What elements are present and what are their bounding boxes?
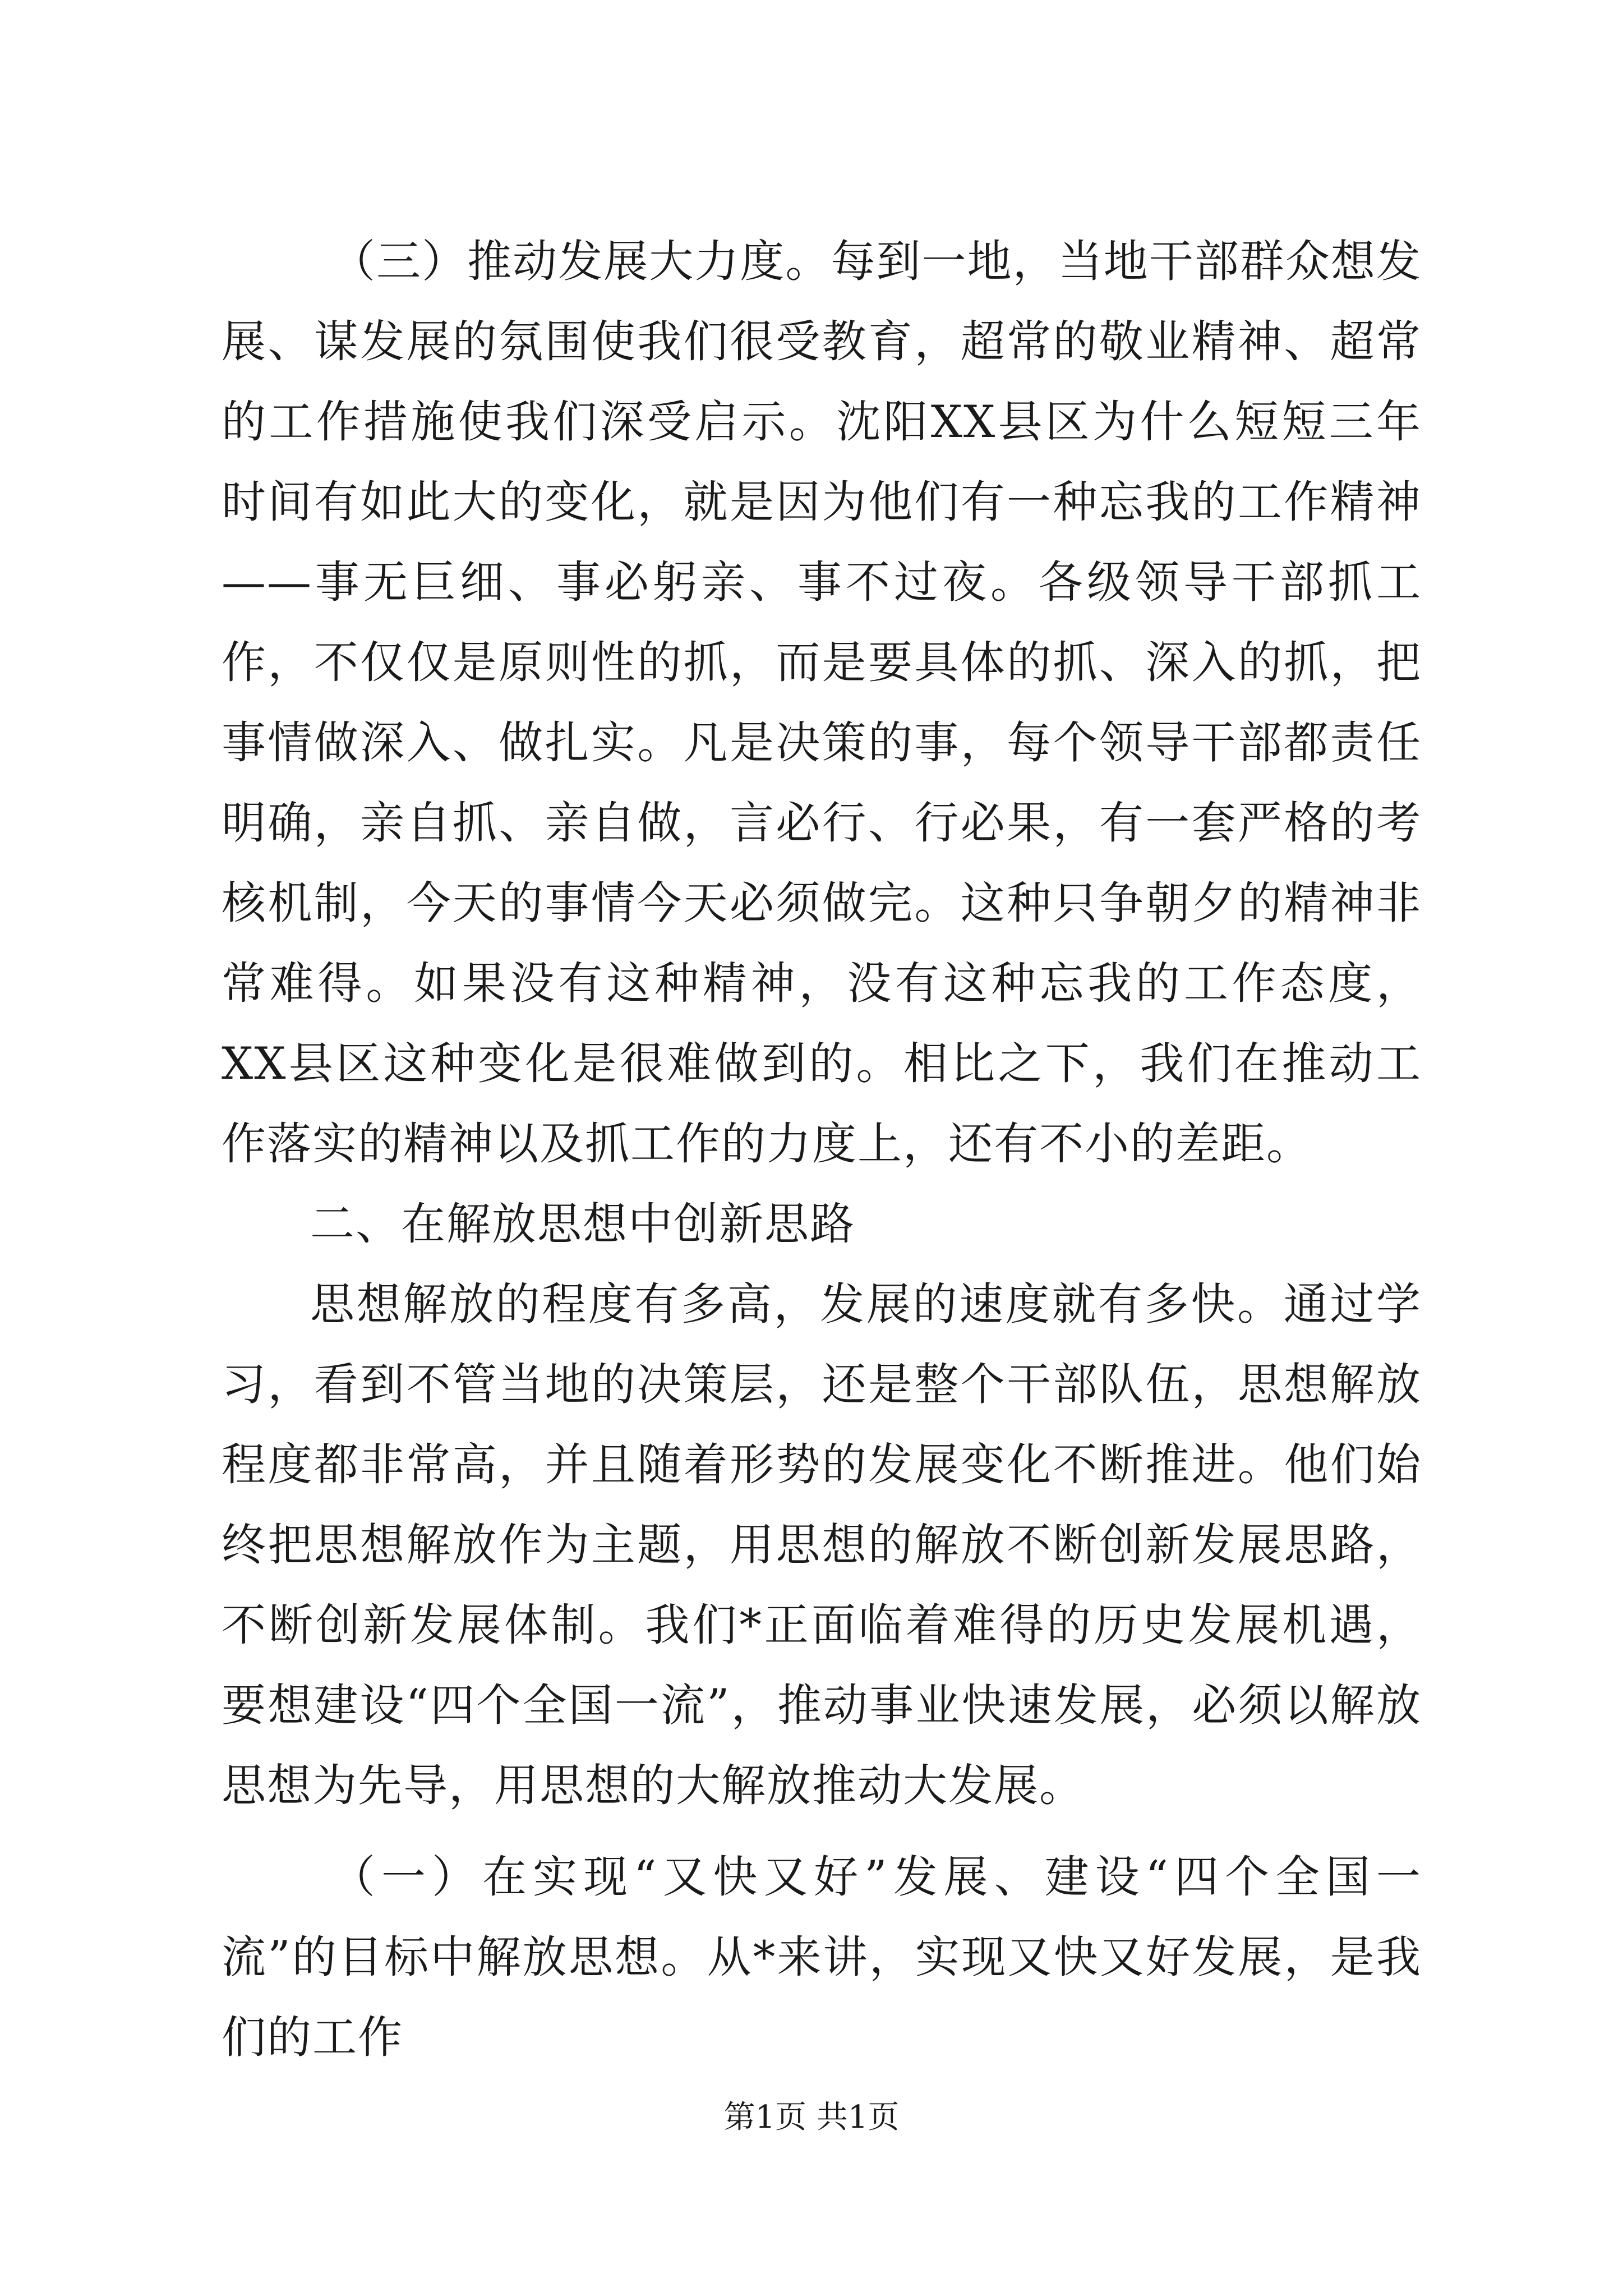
paragraph-subsection-1: （一）在实现“又快又好”发展、建设“四个全国一流”的目标中解放思想。从*来讲，实现又快又好发展，是我们的工作 bbox=[222, 1851, 1422, 2063]
paragraph-intro: 思想解放的程度有多高，发展的速度就有多快。通过学习，看到不管当地的决策层，还是整个干部队伍，思想解放程度都非常高，并且随着形势的发展变化不断推进。他们始终把思想解放作为主题，用思想的解放不断创新发展思路，不断创新发展体制。我们*正面临着难得的历史发展机遇，要想建设“四个全国一流”，推动事业快速发展，必须以解放思想为先导，用思想的大解放推动大发展。 bbox=[222, 1278, 1422, 1811]
heading-section-2: 二、在解放思想中创新思路 bbox=[310, 1198, 855, 1250]
page-footer: 第1页 共1页 bbox=[723, 2099, 900, 2136]
document-body bbox=[222, 222, 1422, 2078]
paragraph-section-3: （三）推动发展大力度。每到一地，当地干部群众想发展、谋发展的氛围使我们很受教育，超常的敬业精神、超常的工作措施使我们深受启示。沈阳XX县区为什么短短三年时间有如此大的变化，就是因为他们有一种忘我的工作精神——事无巨细、事必躬亲、事不过夜。各级领导干部抓工作，不仅仅是原则性的抓，而是要具体的抓、深入的抓，把事情做深入、做扎实。凡是决策的事，每个领导干部都责任明确，亲自抓、亲自做，言必行、行必果，有一套严格的考核机制，今天的事情今天必须做完。这种只争朝夕的精神非常难得。如果没有这种精神，没有这种忘我的工作态度，XX县区这种变化是很难做到的。相比之下，我们在推动工作落实的精神以及抓工作的力度上，还有不小的差距。 bbox=[222, 236, 1422, 1170]
